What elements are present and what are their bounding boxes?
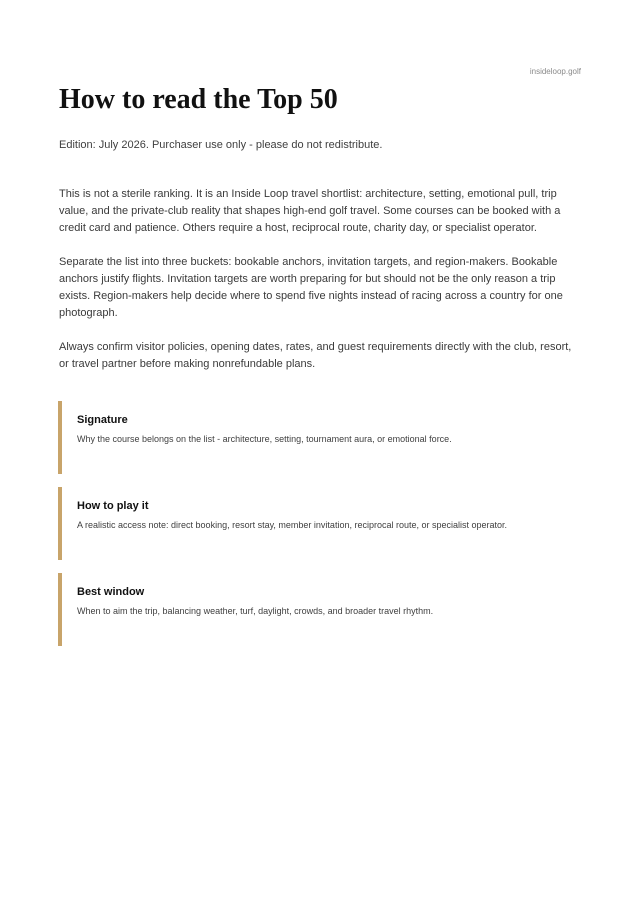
intro-body [59,186,583,390]
paragraph-intro: This is not a sterile ranking. It is an Inside Loop travel shortlist: architecture, setting, emotional pull, trip value, and the private-club reality that shapes high-end golf travel. Some courses can be booked with a credit card and patience. Others require a host, reciprocal route, charity day, or specialist operator. [59,188,561,234]
site-tag: insideloop.golf [529,67,581,76]
callout-text: A realistic access note: direct booking, resort stay, member invitation, reciprocal route, or specialist operator. [77,520,508,530]
callout-signature [58,401,538,474]
paragraph-buckets: Separate the list into three buckets: bookable anchors, invitation targets, and region-makers. Bookable anchors justify flights. Invitation targets are worth preparing for but should not be the only reason a trip exists. Region-makers help decide where to spend five nights instead of racing across a country for one photograph. [59,256,563,319]
callout-how-to-play [58,487,538,560]
callout-text: Why the course belongs on the list - architecture, setting, tournament aura, or emotional force. [77,434,452,444]
callout-title: Best window [77,586,145,598]
callout-title: How to play it [77,500,149,512]
paragraph-confirm: Always confirm visitor policies, opening dates, rates, and guest requirements directly with the club, resort, or travel partner before making nonrefundable plans. [59,341,572,370]
callout-text: When to aim the trip, balancing weather, turf, daylight, crowds, and broader travel rhythm. [77,606,434,616]
callout-title: Signature [77,414,128,426]
edition-note: Edition: July 2026. Purchaser use only - please do not redistribute. [59,139,383,151]
page-title: How to read the Top 50 [59,84,338,115]
callout-best-window [58,573,538,646]
